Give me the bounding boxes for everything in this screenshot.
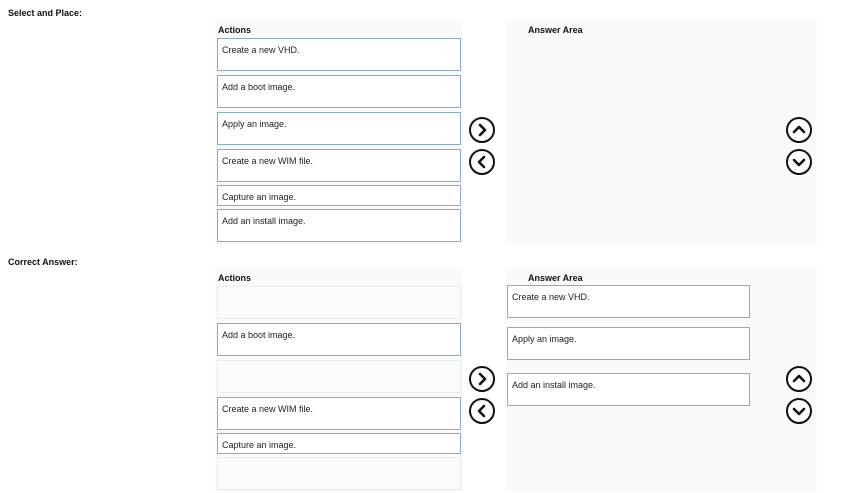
- actions-header: Actions: [218, 273, 252, 283]
- action-item[interactable]: Capture an image.: [217, 433, 461, 454]
- action-item[interactable]: Add an install image.: [217, 209, 461, 242]
- chevron-left-icon: [475, 155, 489, 169]
- section-label-correct-answer: Correct Answer:: [8, 257, 78, 267]
- action-slot-empty: [217, 457, 461, 490]
- move-down-button[interactable]: [786, 149, 812, 175]
- action-item[interactable]: Create a new WIM file.: [217, 149, 461, 182]
- chevron-down-icon: [792, 155, 806, 169]
- chevron-right-icon: [475, 123, 489, 137]
- action-slot-empty: [217, 360, 461, 393]
- answer-item[interactable]: Add an install image.: [507, 373, 750, 406]
- chevron-right-icon: [475, 372, 489, 386]
- action-item[interactable]: Add a boot image.: [217, 75, 461, 108]
- chevron-down-icon: [792, 404, 806, 418]
- action-item[interactable]: Capture an image.: [217, 185, 461, 206]
- move-up-button[interactable]: [786, 366, 812, 392]
- actions-header: Actions: [218, 25, 252, 35]
- answer-area-header: Answer Area: [528, 25, 583, 35]
- chevron-up-icon: [792, 372, 806, 386]
- move-left-button[interactable]: [469, 149, 495, 175]
- action-item[interactable]: Add a boot image.: [217, 323, 461, 356]
- move-down-button[interactable]: [786, 398, 812, 424]
- move-left-button[interactable]: [469, 398, 495, 424]
- answer-item[interactable]: Apply an image.: [507, 327, 750, 360]
- chevron-left-icon: [475, 404, 489, 418]
- answer-area-header: Answer Area: [528, 273, 583, 283]
- action-item[interactable]: Apply an image.: [217, 112, 461, 145]
- move-right-button[interactable]: [469, 366, 495, 392]
- action-item[interactable]: Create a new VHD.: [217, 38, 461, 71]
- move-right-button[interactable]: [469, 117, 495, 143]
- move-up-button[interactable]: [786, 117, 812, 143]
- answer-item[interactable]: Create a new VHD.: [507, 285, 750, 318]
- action-slot-empty: [217, 286, 461, 319]
- chevron-up-icon: [792, 123, 806, 137]
- action-item[interactable]: Create a new WIM file.: [217, 397, 461, 430]
- answer-area-panel: [505, 20, 817, 244]
- section-label-select-and-place: Select and Place:: [8, 8, 83, 18]
